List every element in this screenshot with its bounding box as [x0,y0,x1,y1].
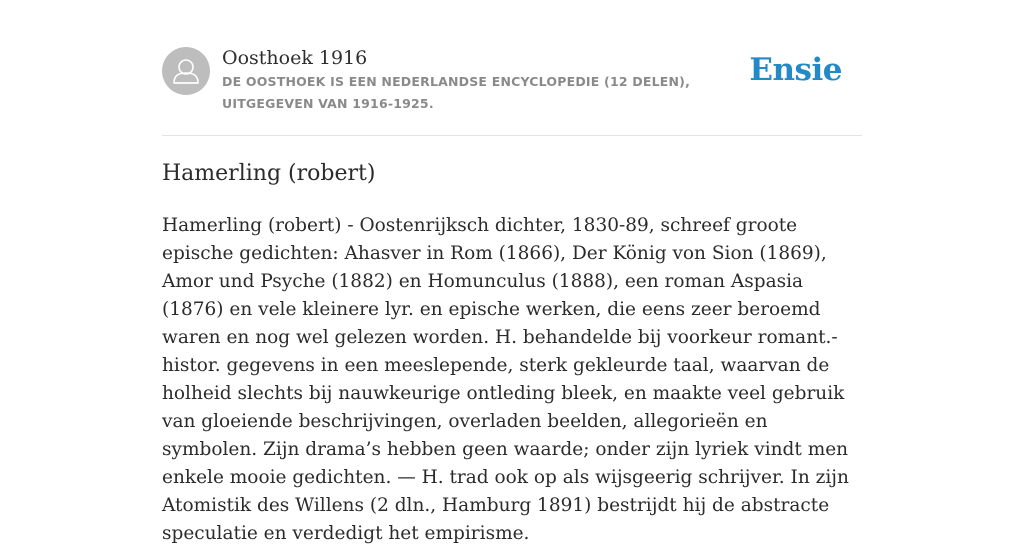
entry-title: Hamerling (robert) [162,161,376,186]
entry-body: Hamerling (robert) - Oostenrijksch dichter, 1830-89, schreef groote epische gedichten: Ahasver in Rom (1866), Der König von Sion (1869), Amor und Psyche (1882) en Homunculus (1888), een roman Aspasia (1876) en vele kleinere lyr. en epische werken, die eens zeer beroemd waren en nog wel gelezen worden. H. behandelde bij voorkeur romant.-histor. gegevens in een meeslepende, sterk gekleurde taal, waarvan de holheid slechts bij nauwkeurige ontleding bleek, en maakte veel gebruik van gloeiende beschrijvingen, overladen beelden, allegorieën en symbolen. Zijn drama’s hebben geen waarde; onder zijn lyriek vindt men enkele mooie gedichten. — H. trad ook op als wijsgeerig schrijver. In zijn Atomistik des Willens (2 dln., Hamburg 1891) bestrijdt hij de abstracte speculatie en verdedigt het empirisme. [162,215,849,544]
user-silhouette-icon [162,47,210,95]
ensie-logo[interactable]: Ensie [749,52,842,88]
header-divider [162,135,862,136]
source-avatar[interactable] [162,47,210,95]
source-info [222,47,762,115]
source-header [162,47,862,135]
source-description: DE OOSTHOEK IS EEN NEDERLANDSE ENCYCLOPEDIE (12 DELEN), UITGEGEVEN VAN 1916-1925. [222,74,691,111]
source-title[interactable]: Oosthoek 1916 [222,47,368,69]
